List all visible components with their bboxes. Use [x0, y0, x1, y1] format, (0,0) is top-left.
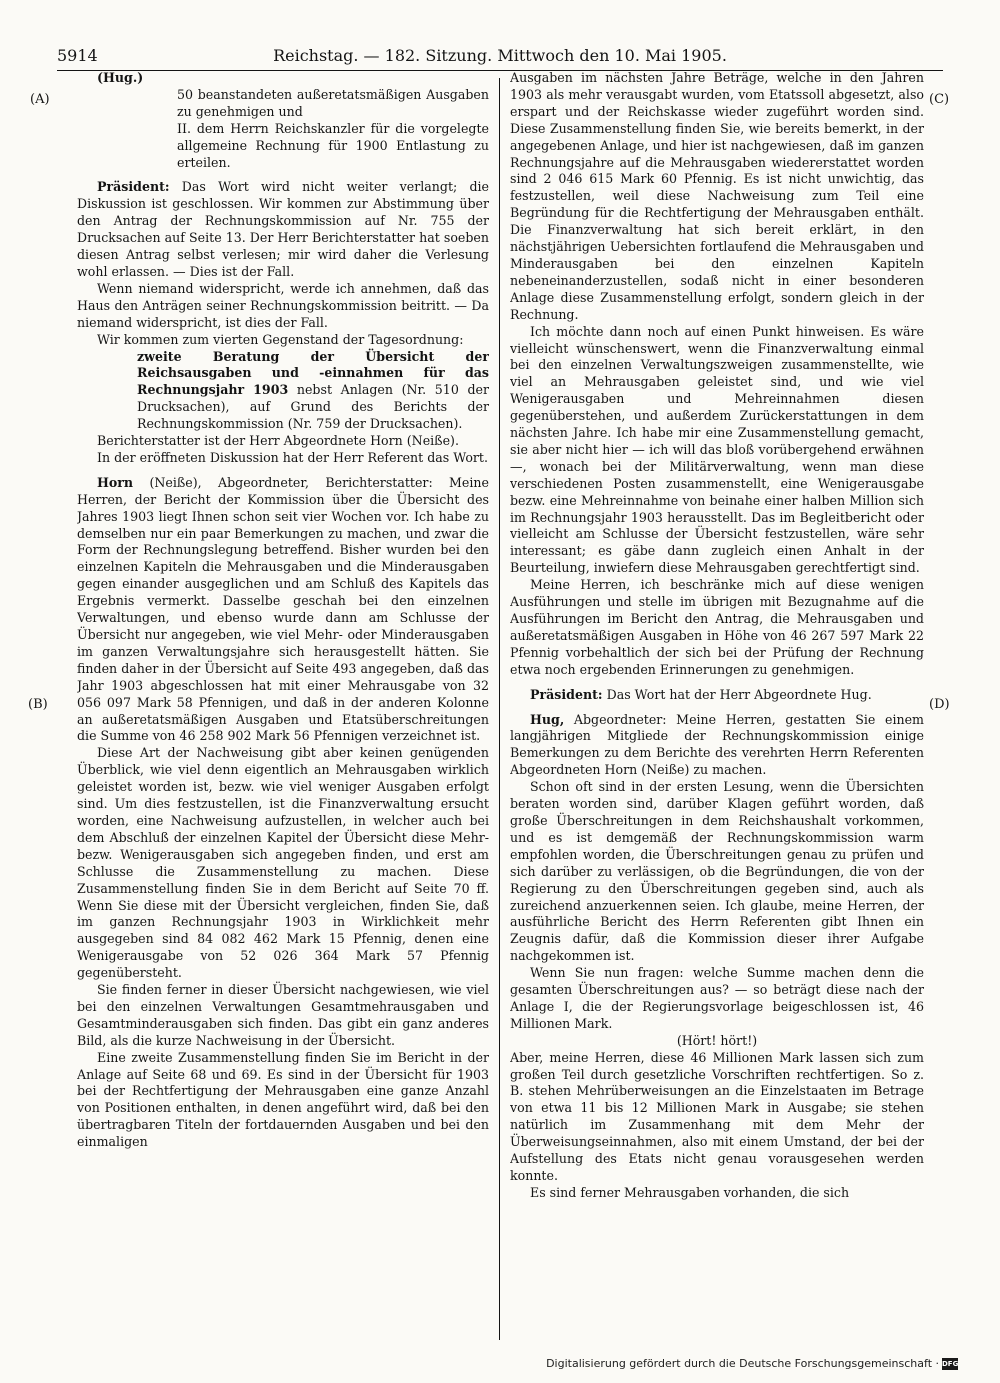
paragraph: Wir kommen zum vierten Gegenstand der Tagesordnung: [97, 331, 464, 347]
column-rule [499, 78, 500, 1340]
paragraph: Sie finden ferner in dieser Übersicht nachgewiesen, wie viel bei den einzelnen Verwaltungen Gesamtmehrausgaben und Gesamtminderausgaben sich finden. Das gibt ein ganz anderes Bild, als die kurze Nachweisung in der Übersicht. [77, 982, 489, 1048]
paragraph: Diese Art der Nachweisung gibt aber keinen genügenden Überblick, wie viel denn eigentlich an Mehrausgaben wirklich geleistet worden ist, bezw. wie viel weniger Ausgaben erfolgt sind. Um dies festzustellen, ist die Finanzverwaltung ersucht worden, eine Nachweisung aufzustellen, in welcher auch bei dem Abschluß der einzelnen Kapitel der Übersicht diese Mehr- bezw. Wenigerausgaben sich angegeben finden, und erst am Schlusse die Zusammenstellung zu machen. Diese Zusammenstellung finden Sie in dem Bericht auf Seite 70 ff. Wenn Sie diese mit der Übersicht vergleichen, finden Sie, daß im ganzen Rechnungsjahr 1903 in Wirklichkeit mehr ausgegeben sind 84 082 462 Mark 15 Pfennig, denen eine Wenigerausgabe von 52 026 364 Mark 57 Pfennig gegenübersteht. [77, 745, 489, 981]
margin-mark-d: (D) [929, 697, 950, 712]
left-column [77, 70, 489, 1340]
margin-mark-b: (B) [28, 697, 48, 712]
margin-mark-a: (A) [30, 92, 50, 107]
speaker-tag: (Hug.) [97, 70, 144, 85]
paragraph: Hug, Abgeordneter: Meine Herren, gestatten Sie einem langjährigen Mitgliede der Rechnungskommission einige Bemerkungen zu dem Berichte des verehrten Herrn Referenten Abgeordneten Horn (Neiße) zu machen. [510, 711, 924, 778]
paragraph: Ausgaben im nächsten Jahre Beträge, welche in den Jahren 1903 als mehr verausgabt wurden, vom Etatssoll abgesetzt, also erspart und der Reichskasse wieder zugeführt worden sind. Diese Zusammenstellung finden Sie, wie bereits bemerkt, in der angegebenen Anlage, und hier ist nachgewiesen, daß im ganzen Rechnungsjahre auf die Mehrausgaben wiedererstattet worden sind 2 046 615 Mark 60 Pfennig. Es ist nicht unwichtig, das festzustellen, weil diese Nachweisung zum Teil eine Begründung für die Rechtfertigung der Mehrausgaben enthält. Die Finanzverwaltung hat sich bereit erklärt, in den nächstjährigen Uebersichten fortlaufend die Mehrausgaben und Minderausgaben bei den einzelnen Kapiteln nebeneinanderzustellen, sodaß nicht in einer besonderen Anlage diese Zusammenstellung erfolgt, sondern gleich in der Rechnung. [510, 70, 924, 322]
speaker-name: Präsident: [97, 179, 170, 195]
agenda-title: zweite Beratung der Übersicht der Reichsausgaben und -einnahmen für das Rechnungsjahr 1903 [137, 348, 489, 398]
speaker-name: Horn [97, 474, 134, 490]
margin-mark-c: (C) [929, 92, 950, 107]
paragraph: Eine zweite Zusammenstellung finden Sie im Bericht in der Anlage auf Seite 68 und 69. Es sind in der Übersicht für 1903 bei der Rechtfertigung der Mehrausgaben eine ganze Anzahl von Positionen enthalten, in denen angeführt wird, daß bei den übertragbaren Titeln der fortdauernden Ausgaben und bei den einmaligen [77, 1049, 489, 1150]
right-column [510, 70, 924, 1340]
running-head: Reichstag. — 182. Sitzung. Mittwoch den 10. Mai 1905. [273, 46, 727, 65]
page-number: 5914 [57, 46, 98, 65]
dfg-logo: DFG [942, 1359, 959, 1368]
paragraph: Berichterstatter ist der Herr Abgeordnete Horn (Neiße). [97, 433, 459, 449]
page-header [57, 44, 943, 68]
paragraph: Horn (Neiße), Abgeordneter, Berichterstatter: Meine Herren, der Bericht der Kommission über die Übersicht des Jahres 1903 liegt Ihnen schon seit vier Wochen vor. Ich habe zu demselben nur ein paar Bemerkungen zu machen, und zwar die Form der Rechnungslegung betreffend. Bisher wurden bei den einzelnen Kapiteln die Mehrausgaben und die Minderausgaben gegen einander ausgeglichen und am Schluß des Kapitels das Ergebnis vermerkt. Dasselbe geschah bei den einzelnen Verwaltungen, und ebenso wurde dann am Schlusse der Übersicht nur angegeben, wie viel Mehr- oder Minderausgaben im ganzen Verwaltungsjahre sich herausgestellt hätten. Sie finden daher in der Übersicht auf Seite 493 angegeben, daß das Jahr 1903 abgeschlossen hat mit einer Mehrausgabe von 32 056 097 Mark 58 Pfennigen, und daß in der anderen Kolonne an außeretatsmäßigen Ausgaben und Etatsüberschreitungen die Summe von 46 258 902 Mark 56 Pfennigen verzeichnet ist. [77, 474, 489, 744]
footer [546, 1357, 958, 1370]
paragraph: Es sind ferner Mehrausgaben vorhanden, die sich [530, 1184, 850, 1200]
paragraph: Präsident: Das Wort wird nicht weiter verlangt; die Diskussion ist geschlossen. Wir kommen zur Abstimmung über den Antrag der Rechnungskommission auf Nr. 755 der Drucksachen auf Seite 13. Der Herr Berichterstatter hat soeben diesen Antrag selbst verlesen; mir wird daher die Verlesung wohl erlassen. — Dies ist der Fall. [77, 179, 489, 279]
paragraph: Wenn Sie nun fragen: welche Summe machen denn die gesamten Überschreitungen aus? — so beträgt diese nach der Anlage I, die der Regierungsvorlage beigeschlossen ist, 46 Millionen Mark. [510, 965, 924, 1031]
paragraph: In der eröffneten Diskussion hat der Herr Referent das Wort. [97, 449, 488, 465]
paragraph: Meine Herren, ich beschränke mich auf diese wenigen Ausführungen und stelle im übrigen mit Bezugnahme auf die Ausführungen im Bericht den Antrag, die Mehrausgaben und außeretatsmäßigen Ausgaben in Höhe von 46 267 597 Mark 22 Pfennig vorbehaltlich der sich bei der Prüfung der Rechnung etwa noch ergebenden Erinnerungen zu genehmigen. [510, 577, 924, 677]
paragraph: Schon oft sind in der ersten Lesung, wenn die Übersichten beraten worden sind, darüber Klagen geführt worden, daß große Überschreitungen in dem Reichshaushalt vorkommen, und es ist demgemäß der Rechnungskommission warm empfohlen worden, die Überschreitungen genau zu prüfen und sich darüber zu verlässigen, ob die Begründungen, die von der Regierung zu den Überschreitungen gegeben sind, auch als zureichend anzuerkennen seien. Ich glaube, meine Herren, der ausführliche Bericht des Herrn Referenten gibt Ihnen ein Zeugnis dafür, daß die Kommission dieser ihrer Aufgabe nachgekommen ist. [510, 779, 924, 964]
paragraph: Ich möchte dann noch auf einen Punkt hinweisen. Es wäre vielleicht wünschenswert, wenn die Finanzverwaltung einmal bei den einzelnen Verwaltungszweigen zusammenstellte, wie viel an Mehrausgaben geleistet sind, und wie viel Wenigerausgaben und Mehreinnahmen diesen gegenüberstehen, und außerdem Zurückerstattungen in dem nächsten Jahre. Ich habe mir eine Zusammenstellung gemacht, sie aber nicht hier — ich will das bloß vorübergehend erwähnen —, wonach bei der Militärverwaltung, wenn man diese verschiedenen Posten zusammenstellt, eine Wenigerausgabe bezw. eine Mehreinnahme von beinahe einer halben Million sich im Rechnungsjahr 1903 herausstellt. Das im Begleitbericht oder vielleicht am Schlusse der Übersicht festzustellen, wäre sehr interessant; es gäbe dann zugleich einen Anhalt in der Beurteilung, inwiefern diese Mehrausgaben gerechtfertigt sind. [510, 323, 924, 576]
agenda-item: zweite Beratung der Übersicht der Reichsausgaben und -einnahmen für das Rechnungsjahr 1903 nebst Anlagen (Nr. 510 der Drucksachen), auf Grund des Berichts der Rechnungskommission (Nr. 759 der Drucksachen). [137, 348, 489, 432]
motion-item-1: 50 beanstandeten außeretatsmäßigen Ausgaben zu genehmigen und [177, 86, 489, 119]
motion-item-2: II. dem Herrn Reichskanzler für die vorgelegte allgemeine Rechnung für 1900 Entlastung zu erteilen. [177, 120, 489, 170]
speaker-name: Hug, [530, 711, 565, 727]
paragraph: Präsident: Das Wort hat der Herr Abgeordnete Hug. [530, 686, 872, 702]
footer-credit: Digitalisierung gefördert durch die Deutsche Forschungsgemeinschaft · [546, 1357, 939, 1370]
interjection: (Hört! hört!) [676, 1032, 758, 1048]
speaker-name: Präsident: [530, 686, 603, 702]
paragraph: Wenn niemand widerspricht, werde ich annehmen, daß das Haus den Anträgen seiner Rechnungskommission beitritt. — Da niemand widerspricht, ist dies der Fall. [77, 280, 489, 330]
paragraph: Aber, meine Herren, diese 46 Millionen Mark lassen sich zum großen Teil durch gesetzliche Vorschriften rechtfertigen. So z. B. stehen Mehrüberweisungen an die Einzelstaaten im Betrage von etwa 11 bis 12 Millionen Mark in Ausgabe; sie stehen natürlich im Zusammenhang mit dem Mehr der Überweisungseinnahmen, also mit einem Umstand, der bei der Aufstellung des Etats nicht genau vorausgesehen werden konnte. [510, 1049, 924, 1183]
